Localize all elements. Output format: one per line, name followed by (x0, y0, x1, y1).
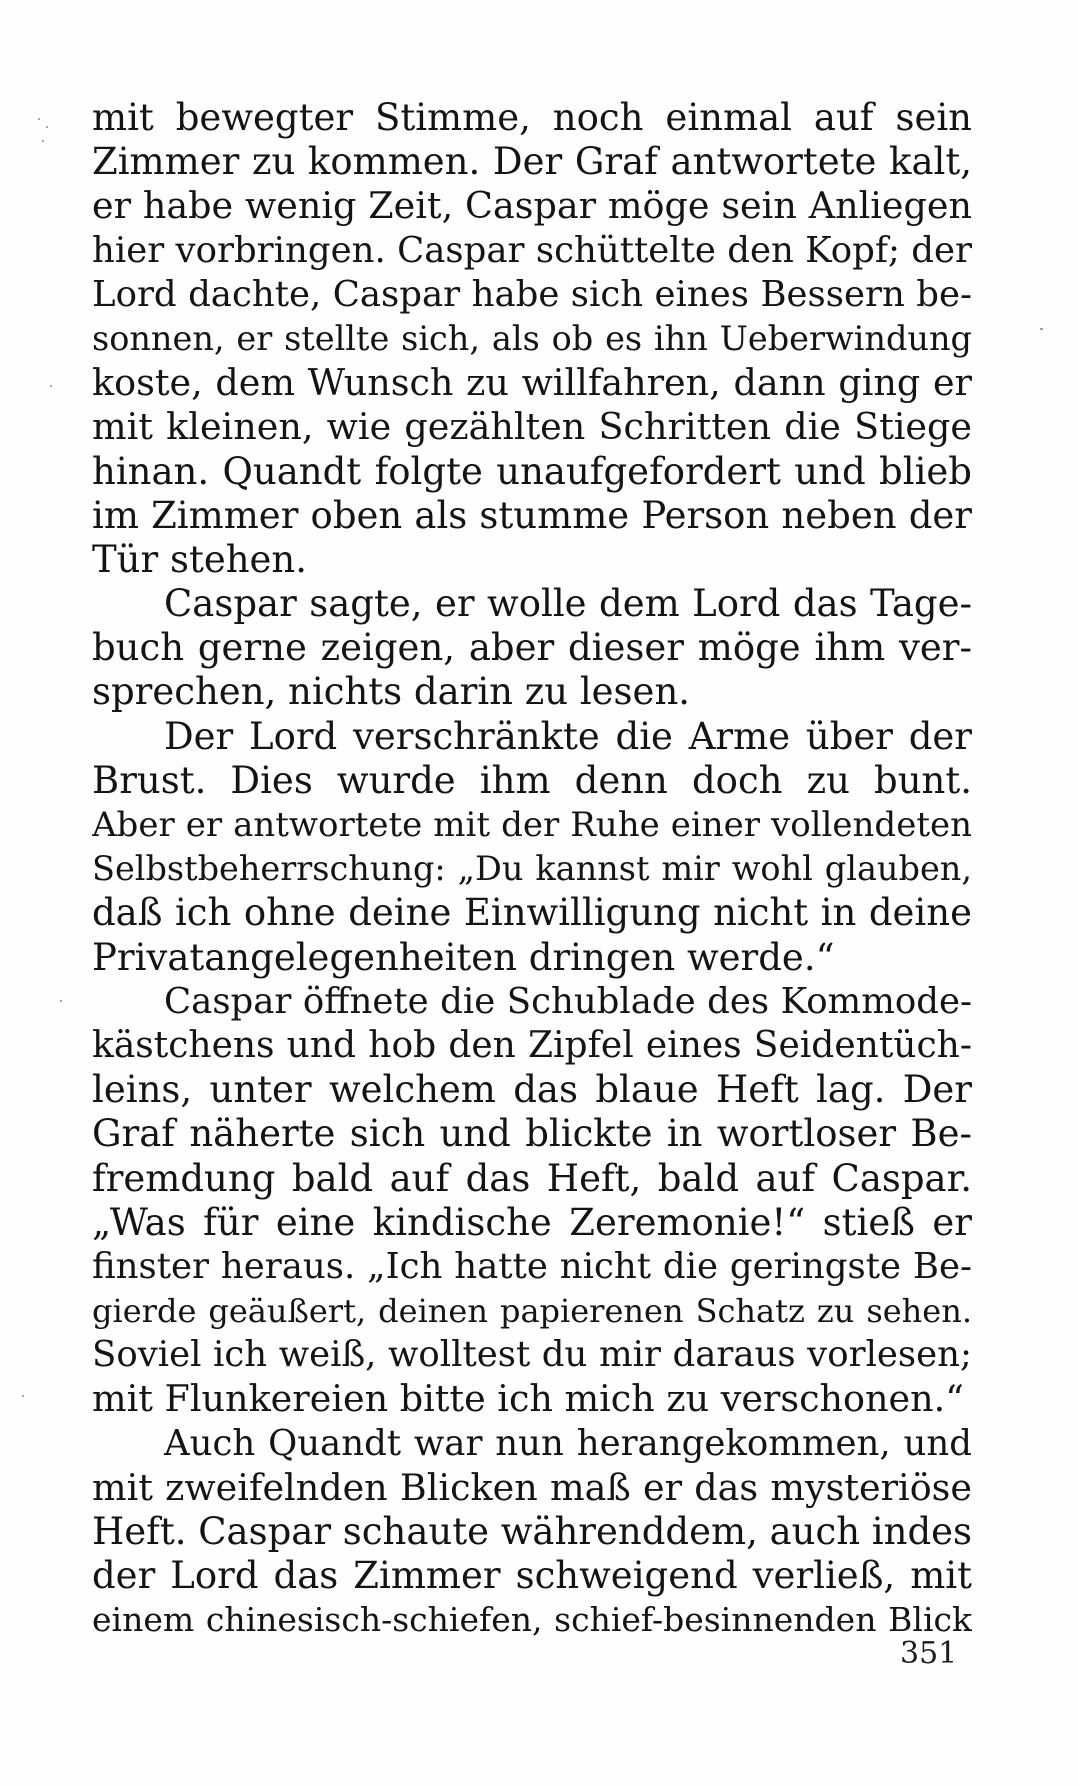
text-line: „Was für eine kindische Zeremonie!“ stieß er (92, 1200, 972, 1244)
text-line: Tür stehen. (92, 537, 308, 581)
text-line: Lord dachte, Caspar habe sich eines Bessern be- (92, 273, 972, 315)
text-line: sprechen, nichts darin zu lesen. (92, 670, 691, 714)
text-line: Caspar öffnete die Schublade des Kommode- (164, 980, 972, 1022)
text-line: Der Lord verschränkte die Arme über der (164, 714, 972, 758)
text-line: kästchens und hob den Zipfel eines Seidentüch- (92, 1024, 972, 1066)
text-line: gierde geäußert, deinen papierenen Schatz zu sehen. (92, 1292, 972, 1331)
text-line: mit bewegter Stimme, noch einmal auf sein (92, 96, 972, 139)
scan-speck (1040, 328, 1043, 330)
text-line: hier vorbringen. Caspar schüttelte den Kopf; der (92, 229, 972, 271)
text-line: Aber er antwortete mit der Ruhe einer vollendeten (92, 805, 972, 845)
scan-speck (46, 126, 48, 128)
text-line: er habe wenig Zeit, Caspar möge sein Anliegen (92, 184, 972, 228)
text-line: finster heraus. „Ich hatte nicht die geringste Be- (92, 1245, 972, 1287)
scan-speck (22, 1395, 24, 1397)
text-line: Graf näherte sich und blickte in wortloser Be- (92, 1112, 972, 1156)
scan-speck (60, 1000, 62, 1002)
text-line: Privatangelegenheiten dringen werde.“ (92, 935, 835, 979)
text-line: mit kleinen, wie gezählten Schritten die Stiege (92, 405, 972, 449)
text-line: hinan. Quandt folgte unaufgefordert und blieb (92, 449, 972, 493)
text-line: der Lord das Zimmer schweigend verließ, mit (92, 1554, 972, 1598)
text-line: koste, dem Wunsch zu willfahren, dann ging er (92, 361, 972, 405)
scan-speck (42, 140, 44, 142)
text-line: im Zimmer oben als stumme Person neben der (92, 493, 972, 537)
text-line: daß ich ohne deine Einwilligung nicht in deine (92, 891, 972, 935)
scan-speck (38, 118, 40, 120)
text-line: Caspar sagte, er wolle dem Lord das Tage- (164, 582, 972, 626)
text-line: Zimmer zu kommen. Der Graf antwortete kalt, (92, 140, 972, 184)
text-line: buch gerne zeigen, aber dieser möge ihm ver- (92, 626, 972, 670)
text-line: einem chinesisch-schiefen, schief-besinnenden Blick (92, 1600, 972, 1640)
text-line: mit Flunkereien bitte ich mich zu verschonen.“ (92, 1377, 964, 1421)
page-number: 351 (900, 1636, 958, 1671)
body-text (92, 96, 972, 1643)
text-line: Selbstbeherrschung: „Du kannst mir wohl glauben, (92, 849, 972, 889)
text-line: Soviel ich weiß, wolltest du mir daraus vorlesen; (92, 1334, 972, 1376)
scan-speck (50, 385, 52, 387)
text-line: fremdung bald auf das Heft, bald auf Caspar. (92, 1156, 972, 1200)
text-line: Brust. Dies wurde ihm denn doch zu bunt. (92, 758, 972, 802)
text-line: Auch Quandt war nun herangekommen, und (164, 1422, 972, 1464)
text-line: leins, unter welchem das blaue Heft lag. Der (92, 1068, 972, 1112)
text-line: sonnen, er stellte sich, als ob es ihn Ueberwindung (92, 318, 972, 358)
text-line: mit zweifelnden Blicken maß er das mysteriöse (92, 1465, 972, 1509)
text-line: Heft. Caspar schaute währenddem, auch indes (92, 1510, 972, 1553)
